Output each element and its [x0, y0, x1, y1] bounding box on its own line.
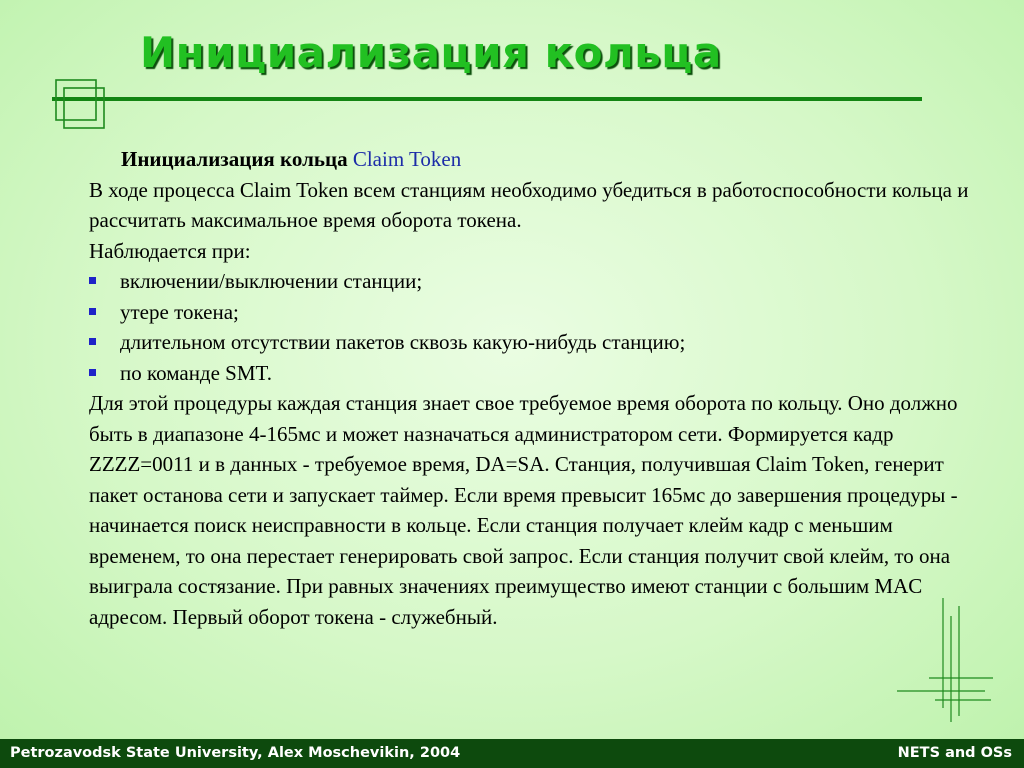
- slide-content: [89, 144, 969, 632]
- bullet-item: [89, 327, 969, 358]
- decorative-squares-icon: [50, 74, 120, 144]
- bullet-square-icon: [89, 369, 96, 376]
- subheading-accent: Claim Token: [352, 147, 462, 171]
- footer-credit: Petrozavodsk State University, Alex Moschevikin, 2004: [10, 745, 461, 761]
- bullet-square-icon: [89, 338, 96, 345]
- bullet-item: [89, 358, 969, 389]
- bullet-item: [89, 297, 969, 328]
- title-underline: [52, 97, 922, 101]
- subheading-bold: Инициализация кольца: [121, 147, 348, 171]
- bullet-text: по команде SMT.: [120, 360, 273, 385]
- bullet-list: [89, 266, 969, 388]
- slide-title: Инициализация кольца: [140, 28, 722, 77]
- bullet-item: [89, 266, 969, 297]
- footer-bar: [0, 739, 1024, 768]
- content-subheading: [89, 144, 969, 175]
- bullet-text: включении/выключении станции;: [120, 269, 423, 293]
- footer-course: NETS and OSs: [897, 745, 1012, 761]
- observed-label: Наблюдается при:: [89, 238, 251, 263]
- bullet-text: длительном отсутствии пакетов сквозь какую-нибудь станцию;: [120, 330, 686, 354]
- bullet-text: утере токена;: [120, 299, 239, 324]
- bullet-square-icon: [89, 308, 96, 315]
- body-paragraph: Для этой процедуры каждая станция знает свое требуемое время оборота по кольцу. Оно должно быть в диапазоне 4-165мс и может назначаться администратором сети. Формируется кадр ZZZZ=0011 и в данных - требуемое время, DA=SA. Станция, получившая Claim Token, генерит пакет останова сети и запускает таймер. Если время превысит 165мс до завершения процедуры - начинается поиск неисправности в кольце. Если станция получает клейм кадр с меньшим временем, то она перестает генерировать свой запрос. Если станция получит свой клейм, то она выиграла состязание. При равных значениях преимущество имеют станции с большим MAC адресом. Первый оборот токена - служебный.: [89, 391, 958, 629]
- bullet-square-icon: [89, 277, 96, 284]
- intro-paragraph: В ходе процесса Claim Token всем станциям необходимо убедиться в работоспособности кольца и рассчитать максимальное время оборота токена.: [89, 177, 969, 232]
